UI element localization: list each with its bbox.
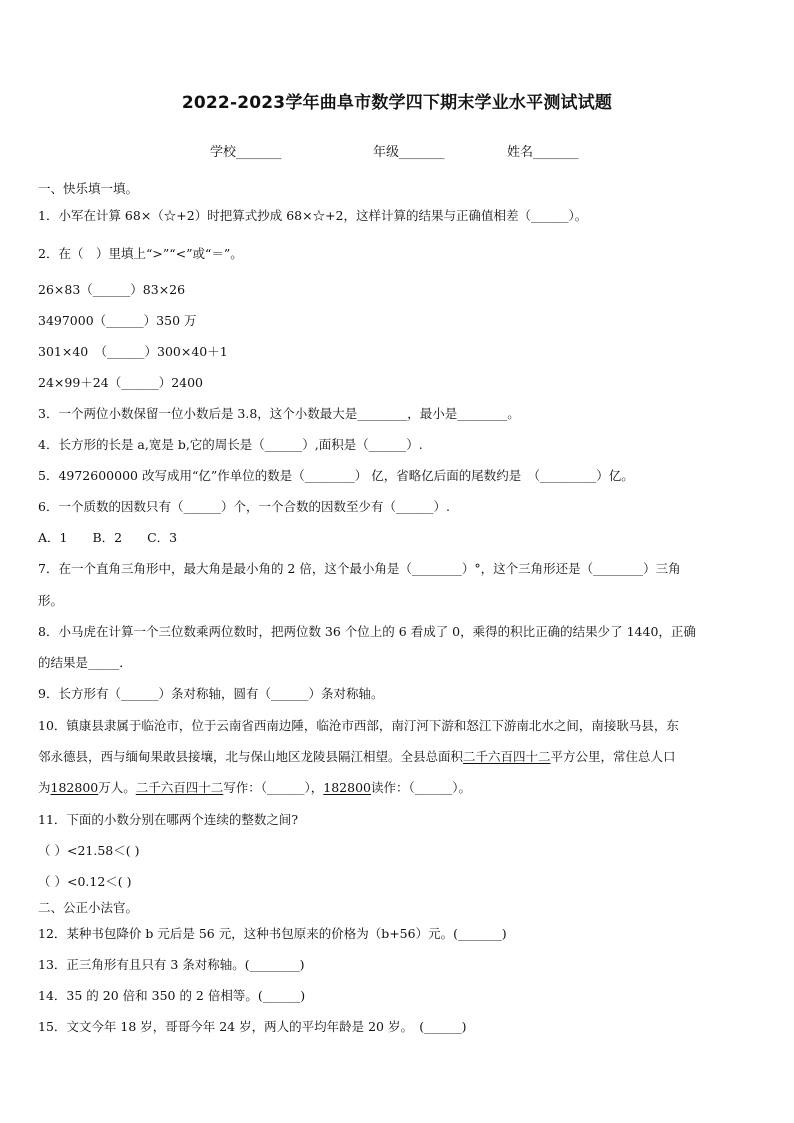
question-10-underlined-number: 二千六百四十二 (135, 780, 224, 795)
page-title: 2022-2023学年曲阜市数学四下期末学业水平测试试题 (181, 93, 613, 113)
question-7: 7．在一个直角三角形中，最大角是最小角的 2 倍，这个最小角是（________）°，这个三角形还是（________）三角 (38, 561, 681, 576)
question-8: 8．小马虎在计算一个三位数乘两位数时，把两位数 36 个位上的 6 看成了 0，乘得的积比正确的结果少了 1440，正确 (38, 624, 696, 639)
question-1: 1．小军在计算 68×（☆+2）时把算式抄成 68×☆+2，这样计算的结果与正确值相差（______）。 (38, 208, 588, 223)
question-10-underlined-number: 182800 (323, 780, 371, 795)
school-field: 学校_______ (210, 145, 282, 160)
question-2-item: 3497000（______）350 万 (38, 313, 197, 328)
question-2: 2．在（ ）里填上“>”“<”或“＝”。 (38, 246, 243, 261)
question-15: 15．文文今年 18 岁，哥哥今年 24 岁，两人的平均年龄是 20 岁。 (______) (38, 1019, 467, 1034)
question-10-underlined-number: 182800 (50, 780, 99, 795)
question-10-underlined-number: 二千六百四十二 (463, 749, 551, 764)
question-10-line-3 (38, 780, 760, 796)
question-10-text: 读作：（______）。 (371, 780, 472, 795)
question-6: 6．一个质数的因数只有（______）个，一个合数的因数至少有（______）. (38, 499, 450, 514)
question-2-item: 24×99＋24（______）2400 (38, 375, 204, 390)
question-6-options: A．1 B．2 C．3 (38, 530, 178, 545)
section-1-heading: 一、快乐填一填。 (38, 181, 139, 196)
question-14: 14．35 的 20 倍和 350 的 2 倍相等。(______) (38, 988, 306, 1003)
question-7-continued: 形。 (38, 593, 64, 608)
question-11-item: （ ）<0.12＜( ) (38, 874, 132, 889)
question-10-text: 平方公里，常住总人口 (550, 749, 676, 764)
question-11-item: （ ）<21.58＜( ) (38, 843, 140, 858)
question-9: 9．长方形有（______）条对称轴，圆有（______）条对称轴。 (38, 686, 384, 701)
grade-field: 年级_______ (373, 145, 445, 160)
name-field: 姓名_______ (507, 145, 579, 160)
question-13: 13．正三角形有且只有 3 条对称轴。(________) (38, 957, 305, 972)
question-2-item: 301×40 （______）300×40＋1 (38, 344, 228, 359)
section-2-heading: 二、公正小法官。 (38, 900, 139, 915)
question-5: 5．4972600000 改写成用“亿”作单位的数是（________） 亿，省略亿后面的尾数约是 （_________）亿。 (38, 468, 634, 483)
question-10-line-2 (38, 749, 760, 765)
question-10-text: 为 (38, 780, 51, 795)
question-10-text: 邻永德县，西与缅甸果敢县接壤，北与保山地区龙陵县隔江相望。全县总面积 (38, 749, 464, 764)
question-2-item: 26×83（______）83×26 (38, 282, 186, 297)
question-10: 10．镇康县隶属于临沧市，位于云南省西南边陲，临沧市西部，南汀河下游和怒江下游南北水之间，南接耿马县，东 (38, 718, 679, 733)
question-12: 12．某种书包降价 b 元后是 56 元，这种书包原来的价格为（b+56）元。(_______) (38, 926, 507, 941)
question-4: 4．长方形的长是 a,宽是 b,它的周长是（______）,面积是（______）. (38, 437, 423, 452)
question-11: 11．下面的小数分别在哪两个连续的整数之间? (38, 812, 299, 827)
question-10-text: 写作：（______）， (223, 780, 324, 795)
question-3: 3．一个两位小数保留一位小数后是 3.8，这个小数最大是________，最小是________。 (38, 406, 520, 421)
question-10-text: 万人。 (98, 780, 136, 795)
question-8-continued: 的结果是_____． (38, 655, 132, 670)
